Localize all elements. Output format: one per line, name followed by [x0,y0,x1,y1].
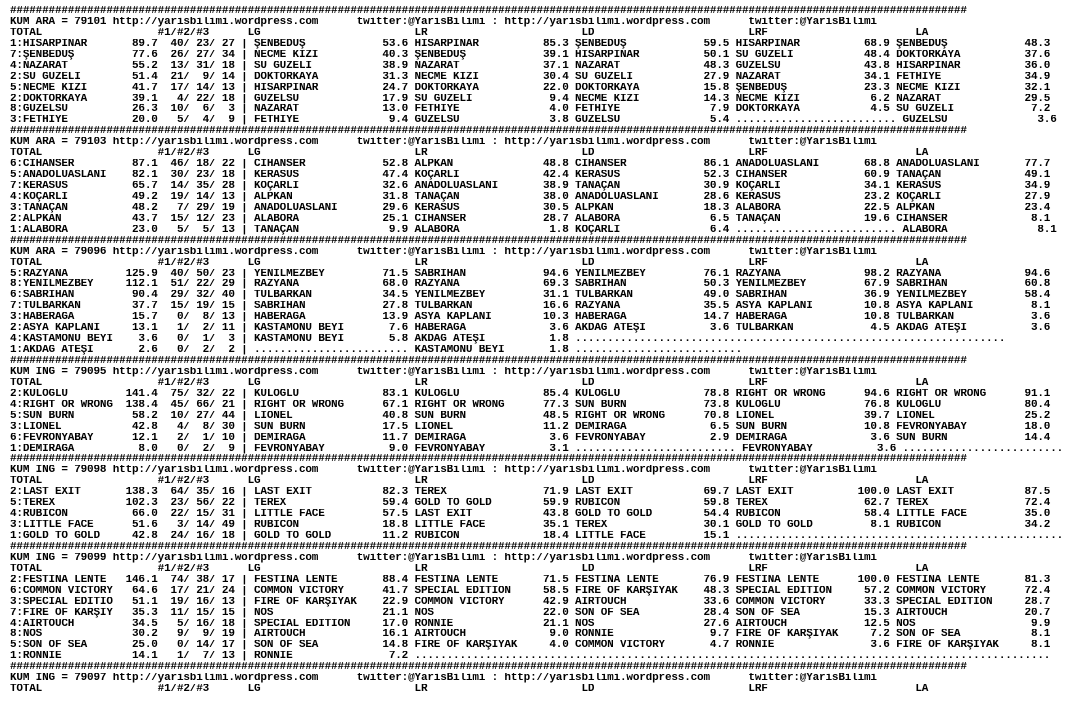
horse-row-line: 4:RIGHT OR WRONG 138.4 45/ 66/ 21 | RIGHT OR WRONG 67.1 RIGHT OR WRONG 77.3 SUN BURN 73.8 KULOĞLU 76.8 KULOĞLU 80.4 [10,399,1051,411]
race-header-line: KUM ARA = 79103 http://yarisbilimi.wordpress.com twitter:@YarisBilimi : http://yarisbilimi.wordpress.com twitter:@YarisBilimi [10,137,877,149]
horse-row-line: 1:DEMİRAĞA 8.0 0/ 2/ 9 | FEVRONYABAY 9.0 FEVRONYABAY 3.1 ......................... FEVRONYABAY 3.6 ......................... [10,443,1064,455]
separator-line: ##################################################################################################################################################### [10,6,967,17]
horse-row-line: 5:SON OF SEA 25.0 0/ 14/ 17 | SON OF SEA 14.8 FIRE OF KARŞIYAK 4.0 COMMON VICTORY 4.7 RONNIE 3.6 FIRE OF KARŞIYAK 8.1 [10,640,1051,652]
horse-row-line: 8:GÜZELSU 26.3 10/ 6/ 3 | NAZARAT 13.0 FETHİYE 4.0 FETHİYE 7.9 DOKTORKAYA 4.5 SU GÜZELİ 7.2 [10,104,1051,116]
separator-line: ##################################################################################################################################################### [10,235,967,247]
horse-row-line: 6:COMMON VICTORY 64.6 17/ 21/ 24 | COMMON VICTORY 41.7 SPECIAL EDITION 58.5 FIRE OF KARŞIYAK 48.3 SPECIAL EDITION 57.2 COMMON VICTORY 72.4 [10,585,1051,597]
horse-row-line: 3:SPECIAL EDITIO 51.1 19/ 16/ 13 | FIRE OF KARŞIYAK 22.9 COMMON VICTORY 42.9 AIRTOUCH 33.6 COMMON VICTORY 33.3 SPECIAL EDITION 28.7 [10,596,1051,608]
column-header-line: TOTAL #1/#2/#3 LG LR LD LRF LA [10,148,929,160]
horse-row-line: 2:ALPKAN 43.7 15/ 12/ 23 | ALABORA 25.1 CİHANSER 28.7 ALABORA 6.5 TANAÇAN 19.6 CİHANSER 8.1 [10,213,1051,225]
horse-row-line: 8:NOS 30.2 9/ 9/ 19 | AIRTOUCH 16.1 AIRTOUCH 9.0 RONNIE 9.7 FIRE OF KARŞIYAK 7.2 SON OF SEA 8.1 [10,629,1051,641]
separator-line: ##################################################################################################################################################### [10,126,967,138]
horse-row-line: 2:LAST EXIT 138.3 64/ 35/ 16 | LAST EXIT 82.3 TEREX 71.9 LAST EXIT 69.7 LAST EXIT 100.0 LAST EXIT 87.5 [10,487,1051,499]
race-header-line: KUM ING = 79095 http://yarisbilimi.wordpress.com twitter:@YarisBilimi : http://yarisbilimi.wordpress.com twitter:@YarisBilimi [10,366,877,378]
column-header-line: TOTAL #1/#2/#3 LG LR LD LRF LA [10,257,929,269]
horse-row-line: 1:AKDAĞ ATEŞİ 2.6 0/ 2/ 2 | ........................ KASTAMONU BEYİ 1.8 .......................... [10,345,743,356]
horse-row-line: 5:SUN BURN 58.2 10/ 27/ 44 | LIONEL 40.8 SUN BURN 48.5 RIGHT OR WRONG 70.8 LIONEL 39.7 LIONEL 25.2 [10,410,1051,422]
column-header-line: TOTAL #1/#2/#3 LG LR LD LRF LA [10,27,929,39]
race-header-line: KUM ARA = 79101 http://yarisbilimi.wordpress.com twitter:@YarisBilimi : http://yarisbilimi.wordpress.com twitter:@YarisBilimi [10,16,877,28]
horse-row-line: 4:NAZARAT 55.2 13/ 31/ 18 | SU GÜZELİ 38.9 NAZARAT 37.1 NAZARAT 48.3 GÜZELSU 43.8 HİSARPINAR 36.0 [10,60,1051,72]
race-header-line: KUM ING = 79097 http://yarisbilimi.wordpress.com twitter:@YarisBilimi : http://yarisbilimi.wordpress.com twitter:@YarisBilimi [10,673,877,685]
horse-row-line: 3:LITTLE FACE 51.6 3/ 14/ 49 | RUBICON 18.8 LITTLE FACE 35.1 TEREX 30.1 GOLD TO GOLD 8.1 RUBICON 34.2 [10,520,1051,531]
horse-row-line: 3:LIONEL 42.8 4/ 8/ 30 | SUN BURN 17.5 LIONEL 11.2 DEMİRAĞA 6.5 SUN BURN 10.8 FEVRONYABAY 18.0 [10,421,1051,433]
separator-line: ##################################################################################################################################################### [10,454,967,466]
horse-row-line: 8:YENİLMEZBEY 112.1 51/ 22/ 29 | RAZYANA 68.0 RAZYANA 69.3 SABRİHAN 50.3 YENİLMEZBEY 67.9 SABRİHAN 60.8 [10,279,1051,291]
separator-line: ##################################################################################################################################################### [10,662,967,674]
horse-row-line: 7:FIRE OF KARŞIY 35.3 11/ 15/ 15 | NOS 21.1 NOS 22.0 SON OF SEA 28.4 SON OF SEA 15.3 AIRTOUCH 20.7 [10,607,1051,619]
horse-row-line: 5:ANADOLUASLANI 82.1 30/ 23/ 18 | KERASUS 47.4 KOÇARLI 42.4 KERASUS 52.3 CİHANSER 60.9 TANAÇAN 49.1 [10,170,1051,181]
horse-row-line: 7:KERASUS 65.7 14/ 35/ 28 | KOÇARLI 32.6 ANADOLUASLANI 38.9 TANAÇAN 30.9 KOÇARLI 34.1 KERASUS 34.9 [10,181,1051,192]
column-header-line: TOTAL #1/#2/#3 LG LR LD LRF LA [10,684,929,696]
race-header-line: KUM ING = 79098 http://yarisbilimi.wordpress.com twitter:@YarisBilimi : http://yarisbilimi.wordpress.com twitter:@YarisBilimi [10,465,877,477]
horse-row-line: 6:CİHANSER 87.1 46/ 18/ 22 | CİHANSER 52.8 ALPKAN 48.8 CİHANSER 86.1 ANADOLUASLANI 68.8 ANADOLUASLANI 77.7 [10,159,1051,171]
horse-row-line: 2:ASYA KAPLANI 13.1 1/ 2/ 11 | KASTAMONU BEYİ 7.6 HABERAĞA 3.6 AKDAĞ ATEŞİ 3.6 TULBARKAN 4.5 AKDAĞ ATEŞİ 3.6 [10,323,1051,335]
horse-row-line: 6:FEVRONYABAY 12.1 2/ 1/ 10 | DEMİRAĞA 11.7 DEMİRAĞA 3.6 FEVRONYABAY 2.9 DEMİRAĞA 3.6 SUN BURN 14.4 [10,432,1051,444]
horse-row-line: 2:DOKTORKAYA 39.1 4/ 22/ 18 | GÜZELSU 17.9 SU GÜZELİ 9.4 NECME KIZI 14.3 NECME KIZI 6.2 NAZARAT 29.5 [10,93,1051,105]
horse-row-line: 5:NECME KIZI 41.7 17/ 14/ 13 | HİSARPINAR 24.7 DOKTORKAYA 22.0 DOKTORKAYA 15.8 ŞENBEDÜŞ 23.3 NECME KIZI 32.1 [10,82,1051,94]
horse-row-line: 2:KULOĞLU 141.4 75/ 32/ 22 | KULOĞLU 83.1 KULOĞLU 85.4 KULOĞLU 78.8 RIGHT OR WRONG 94.6 RIGHT OR WRONG 91.1 [10,388,1051,400]
race-header-line: KUM ARA = 79096 http://yarisbilimi.wordpress.com twitter:@YarisBilimi : http://yarisbilimi.wordpress.com twitter:@YarisBilimi [10,246,877,258]
horse-row-line: 2:FESTINA LENTE 146.1 74/ 38/ 17 | FESTINA LENTE 88.4 FESTINA LENTE 71.5 FESTINA LENTE 76.9 FESTINA LENTE 100.0 FESTINA LENTE 81.3 [10,574,1051,586]
column-header-line: TOTAL #1/#2/#3 LG LR LD LRF LA [10,476,929,488]
horse-row-line: 1:RONNIE 14.1 1/ 7/ 13 | RONNIE 7.2 ................................................................................................... [10,651,1051,663]
horse-row-line: 5:RAZYANA 125.9 40/ 50/ 23 | YENİLMEZBEY 71.5 SABRİHAN 94.6 YENİLMEZBEY 76.1 RAZYANA 98.2 RAZYANA 94.6 [10,268,1051,280]
horse-row-line: 4:RUBICON 66.0 22/ 15/ 31 | LITTLE FACE 57.5 LAST EXIT 43.8 GOLD TO GOLD 54.4 RUBICON 58.4 LITTLE FACE 35.0 [10,509,1051,521]
horse-row-line: 2:SU GÜZELİ 51.4 21/ 9/ 14 | DOKTORKAYA 31.3 NECME KIZI 30.4 SU GÜZELİ 27.9 NAZARAT 34.1 FETHİYE 34.9 [10,71,1051,83]
horse-row-line: 1:ALABORA 23.0 5/ 5/ 13 | TANAÇAN 9.9 ALABORA 1.8 KOÇARLI 6.4 ......................... ALABORA 8.1 [10,224,1057,236]
horse-row-line: 3:TANAÇAN 48.2 7/ 29/ 19 | ANADOLUASLANI 29.6 KERASUS 30.5 ALPKAN 18.3 ALABORA 22.5 ALPKAN 23.4 [10,202,1051,214]
race-header-line: KUM ING = 79099 http://yarisbilimi.wordpress.com twitter:@YarisBilimi : http://yarisbilimi.wordpress.com twitter:@YarisBilimi [10,552,877,564]
horse-row-line: 4:AIRTOUCH 34.5 5/ 16/ 18 | SPECIAL EDITION 17.0 RONNIE 21.1 NOS 27.6 AIRTOUCH 12.5 NOS 9.9 [10,618,1051,630]
horse-row-line: 1:GOLD TO GOLD 42.8 24/ 16/ 18 | GOLD TO GOLD 11.2 RUBICON 18.4 LITTLE FACE 15.1 ................................................... [10,531,1064,542]
column-header-line: TOTAL #1/#2/#3 LG LR LD LRF LA [10,377,929,389]
horse-row-line: 7:TULBARKAN 37.7 15/ 19/ 15 | SABRİHAN 27.8 TULBARKAN 16.6 RAZYANA 35.5 ASYA KAPLANI 10.8 ASYA KAPLANI 8.1 [10,301,1051,313]
horse-row-line: 4:KASTAMONU BEYİ 3.6 0/ 1/ 3 | KASTAMONU BEYİ 5.8 AKDAĞ ATEŞİ 1.8 ................................................................... [10,334,1006,346]
separator-line: ##################################################################################################################################################### [10,541,967,553]
column-header-line: TOTAL #1/#2/#3 LG LR LD LRF LA [10,563,929,575]
horse-row-line: 3:FETHİYE 20.0 5/ 4/ 9 | FETHİYE 9.4 GÜZELSU 3.8 GÜZELSU 5.4 ......................... GÜZELSU 3.6 [10,115,1057,127]
separator-line: ##################################################################################################################################################### [10,356,967,367]
horse-row-line: 3:HABERAĞA 15.7 0/ 8/ 13 | HABERAĞA 13.9 ASYA KAPLANI 10.3 HABERAĞA 14.7 HABERAĞA 10.8 TULBARKAN 3.6 [10,312,1051,324]
horse-row-line: 6:SABRİHAN 90.4 29/ 32/ 40 | TULBARKAN 34.5 YENİLMEZBEY 31.1 TULBARKAN 49.0 SABRİHAN 36.9 YENİLMEZBEY 58.4 [10,290,1051,302]
horse-row-line: 1:HİSARPINAR 89.7 40/ 23/ 27 | ŞENBEDÜŞ 53.6 HİSARPINAR 85.3 ŞENBEDÜŞ 59.5 HİSARPINAR 68.9 ŞENBEDÜŞ 48.3 [10,38,1051,50]
horse-row-line: 7:ŞENBEDÜŞ 77.6 26/ 27/ 34 | NECME KIZI 40.3 ŞENBEDÜŞ 39.1 HİSARPINAR 50.1 SU GÜZELİ 48.4 DOKTORKAYA 37.6 [10,49,1051,61]
horse-row-line: 4:KOÇARLI 49.2 19/ 14/ 13 | ALPKAN 31.8 TANAÇAN 38.0 ANADOLUASLANI 28.6 KERASUS 23.2 KOÇARLI 27.9 [10,191,1051,203]
horse-row-line: 5:TEREX 102.3 23/ 56/ 22 | TEREX 59.4 GOLD TO GOLD 59.9 RUBICON 59.8 TEREX 62.7 TEREX 72.4 [10,498,1051,510]
